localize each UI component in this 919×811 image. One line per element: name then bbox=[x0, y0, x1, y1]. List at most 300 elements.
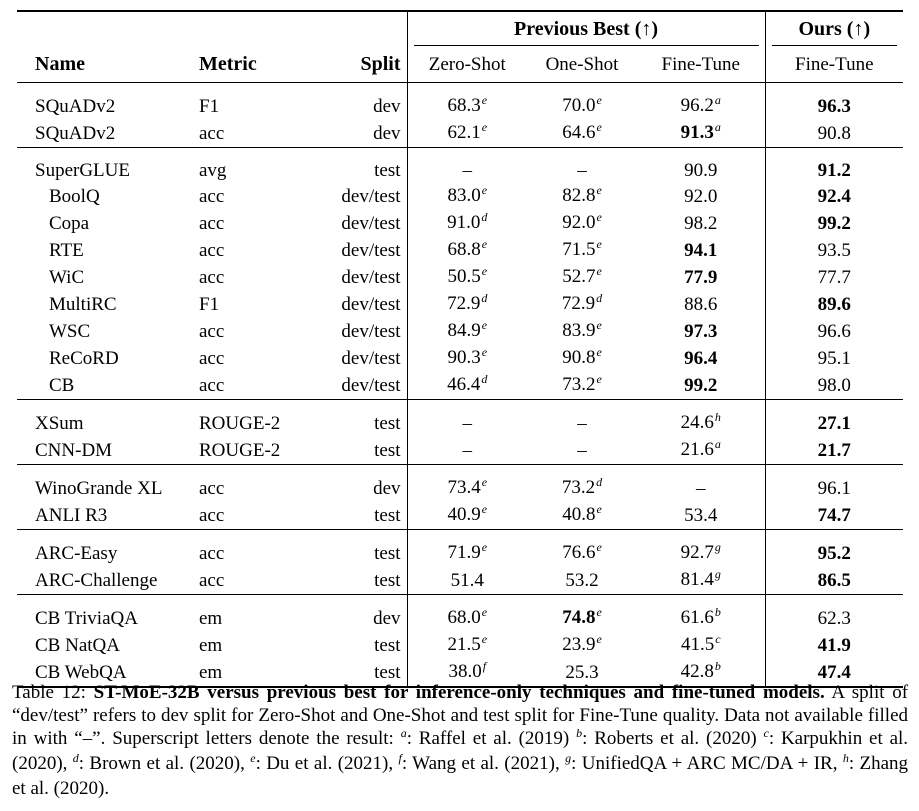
cell-zero-shot-value: – bbox=[462, 160, 472, 181]
cell-metric-value: em bbox=[199, 635, 223, 656]
cell-zero-shot-value: 38.0 bbox=[448, 661, 482, 682]
cell-ours bbox=[765, 502, 903, 530]
cell-fine-tune-citation: c bbox=[715, 632, 721, 646]
cell-fine-tune bbox=[637, 502, 765, 530]
reference-key: g bbox=[565, 751, 572, 765]
cell-one-shot bbox=[527, 148, 637, 184]
previous-best-header: Previous Best (↑) bbox=[407, 11, 765, 46]
cell-fine-tune-citation: a bbox=[714, 120, 721, 134]
cell-zero-shot-citation: e bbox=[481, 264, 488, 278]
results-table bbox=[17, 10, 903, 688]
cell-split bbox=[321, 400, 407, 438]
cell-name bbox=[17, 83, 199, 121]
cell-split-value: test bbox=[374, 505, 401, 526]
cell-zero-shot-value: 21.5 bbox=[447, 634, 481, 655]
split-column-header: Split bbox=[360, 52, 401, 75]
reference-key: e bbox=[250, 751, 256, 765]
cell-ours-value: 90.8 bbox=[817, 123, 851, 144]
cell-split bbox=[321, 210, 407, 237]
cell-split-value: dev/test bbox=[341, 375, 401, 396]
cell-name-value: CB NatQA bbox=[35, 635, 120, 656]
cell-metric bbox=[199, 372, 321, 400]
cell-one-shot-citation: e bbox=[596, 237, 602, 251]
ours-header: Ours (↑) bbox=[765, 11, 903, 46]
metric-column-header: Metric bbox=[199, 52, 257, 75]
cell-name bbox=[17, 502, 199, 530]
cell-one-shot-citation: e bbox=[596, 264, 602, 278]
cell-split-value: test bbox=[374, 570, 401, 591]
reference-text: : Brown et al. (2020), bbox=[78, 753, 245, 774]
cell-one-shot bbox=[527, 345, 637, 372]
cell-name-value: RTE bbox=[49, 240, 84, 261]
cell-fine-tune bbox=[637, 437, 765, 465]
cell-metric bbox=[199, 237, 321, 264]
cell-fine-tune-value: 61.6 bbox=[680, 607, 714, 628]
cell-metric bbox=[199, 595, 321, 633]
cell-ours-value: 47.4 bbox=[817, 662, 851, 683]
cell-split bbox=[321, 530, 407, 568]
cell-name-value: ReCoRD bbox=[49, 348, 119, 369]
table-row bbox=[17, 210, 903, 237]
cell-name bbox=[17, 465, 199, 503]
cell-one-shot-value: – bbox=[577, 160, 587, 181]
cell-one-shot bbox=[527, 318, 637, 345]
cell-zero-shot-value: 72.9 bbox=[447, 293, 481, 314]
cell-fine-tune-citation: g bbox=[714, 567, 721, 581]
cell-fine-tune-citation: b bbox=[714, 659, 721, 673]
cell-fine-tune bbox=[637, 83, 765, 121]
cell-one-shot-value: 72.9 bbox=[561, 293, 596, 314]
cell-one-shot-value: 74.8 bbox=[562, 607, 596, 628]
cell-metric-value: acc bbox=[199, 505, 225, 526]
header-row-columns bbox=[17, 46, 903, 83]
table-row bbox=[17, 437, 903, 465]
cell-ours-value: 62.3 bbox=[817, 608, 851, 629]
cell-one-shot-value: 52.7 bbox=[562, 266, 596, 287]
cell-one-shot-value: 76.6 bbox=[562, 542, 596, 563]
table-row bbox=[17, 148, 903, 184]
cell-fine-tune bbox=[637, 318, 765, 345]
cell-one-shot-citation: e bbox=[596, 345, 602, 359]
cell-zero-shot-citation: e bbox=[481, 605, 488, 619]
cell-split bbox=[321, 264, 407, 291]
cell-zero-shot bbox=[407, 632, 527, 659]
cell-split bbox=[321, 291, 407, 318]
cell-split bbox=[321, 437, 407, 465]
cell-ours-value: 96.3 bbox=[817, 96, 851, 117]
cell-name-value: MultiRC bbox=[49, 294, 117, 315]
cell-one-shot bbox=[527, 120, 637, 148]
cell-ours bbox=[765, 530, 903, 568]
cell-ours-value: 91.2 bbox=[817, 160, 851, 181]
cell-zero-shot bbox=[407, 318, 527, 345]
header-row-groups bbox=[17, 11, 903, 46]
cell-fine-tune-value: 92.0 bbox=[684, 186, 718, 207]
cell-ours bbox=[765, 465, 903, 503]
cell-one-shot-value: 73.2 bbox=[562, 374, 596, 395]
cell-zero-shot bbox=[407, 567, 527, 595]
cell-ours bbox=[765, 183, 903, 210]
caption-label: Table 12: bbox=[12, 682, 86, 703]
cell-fine-tune bbox=[637, 530, 765, 568]
cell-name bbox=[17, 632, 199, 659]
table-row bbox=[17, 183, 903, 210]
table-row bbox=[17, 567, 903, 595]
cell-one-shot bbox=[527, 530, 637, 568]
cell-one-shot bbox=[527, 372, 637, 400]
cell-metric-value: acc bbox=[199, 543, 225, 564]
cell-split-value: dev/test bbox=[341, 267, 401, 288]
reference-text: : UnifiedQA + ARC MC/DA + IR, bbox=[571, 753, 838, 774]
table-row bbox=[17, 400, 903, 438]
cell-fine-tune-value: – bbox=[696, 478, 706, 499]
cell-zero-shot-citation: e bbox=[481, 475, 488, 489]
cell-metric-value: acc bbox=[199, 123, 225, 144]
reference-text: : Raffel et al. (2019) bbox=[406, 728, 570, 749]
caption-sentence-2: Data not available filled in with “–”. bbox=[12, 705, 909, 749]
cell-one-shot bbox=[527, 237, 637, 264]
cell-fine-tune-value: 77.9 bbox=[684, 267, 718, 288]
cell-name bbox=[17, 148, 199, 184]
cell-fine-tune-value: 96.4 bbox=[684, 348, 718, 369]
cell-one-shot-value: – bbox=[577, 440, 587, 461]
cell-fine-tune bbox=[637, 120, 765, 148]
cell-split-value: dev bbox=[373, 123, 401, 144]
cell-one-shot bbox=[527, 465, 637, 503]
cell-metric-value: acc bbox=[199, 186, 225, 207]
cell-fine-tune-value: 99.2 bbox=[684, 375, 718, 396]
cell-fine-tune bbox=[637, 183, 765, 210]
cell-fine-tune-value: 24.6 bbox=[680, 412, 714, 433]
cell-metric bbox=[199, 148, 321, 184]
cell-split-value: dev bbox=[373, 608, 401, 629]
reference-key: h bbox=[842, 751, 849, 765]
cell-one-shot bbox=[527, 83, 637, 121]
cell-metric bbox=[199, 120, 321, 148]
cell-ours bbox=[765, 345, 903, 372]
cell-zero-shot-citation: e bbox=[481, 237, 488, 251]
cell-split-value: test bbox=[374, 662, 401, 683]
cell-ours-value: 92.4 bbox=[817, 186, 851, 207]
cell-one-shot bbox=[527, 291, 637, 318]
cell-ours bbox=[765, 595, 903, 633]
cell-metric-value: ROUGE-2 bbox=[199, 413, 281, 434]
cell-zero-shot-value: 46.4 bbox=[447, 374, 481, 395]
cell-split-value: test bbox=[374, 635, 401, 656]
cell-zero-shot-citation: e bbox=[481, 120, 488, 134]
cell-ours bbox=[765, 264, 903, 291]
cell-ours bbox=[765, 210, 903, 237]
cell-zero-shot bbox=[407, 530, 527, 568]
cell-one-shot-value: – bbox=[577, 413, 587, 434]
ours-fine-tune-column-header: Fine-Tune bbox=[765, 46, 903, 83]
cell-zero-shot bbox=[407, 400, 527, 438]
cell-one-shot-citation: d bbox=[596, 291, 603, 305]
cell-zero-shot bbox=[407, 372, 527, 400]
table-row bbox=[17, 345, 903, 372]
cell-fine-tune-citation: b bbox=[714, 605, 721, 619]
cell-one-shot-value: 23.9 bbox=[562, 634, 596, 655]
cell-name-value: ARC-Easy bbox=[35, 543, 118, 564]
cell-zero-shot-value: 62.1 bbox=[447, 122, 481, 143]
fine-tune-column-header: Fine-Tune bbox=[661, 53, 740, 75]
caption-title: ST-MoE-32B versus previous best for inference-only techniques and fine-tuned models. bbox=[93, 682, 825, 703]
cell-split-value: dev bbox=[373, 478, 401, 499]
cell-name bbox=[17, 183, 199, 210]
cell-one-shot-value: 40.8 bbox=[562, 504, 596, 525]
cell-one-shot-value: 83.9 bbox=[562, 320, 596, 341]
cell-fine-tune-value: 96.2 bbox=[680, 95, 714, 116]
cell-fine-tune bbox=[637, 595, 765, 633]
cell-zero-shot bbox=[407, 264, 527, 291]
cell-fine-tune bbox=[637, 567, 765, 595]
cell-name bbox=[17, 372, 199, 400]
cell-one-shot-value: 92.0 bbox=[562, 212, 596, 233]
name-column-header: Name bbox=[35, 52, 85, 75]
cell-zero-shot-citation: f bbox=[482, 659, 487, 673]
cell-fine-tune-value: 53.4 bbox=[684, 505, 718, 526]
cell-zero-shot-value: 50.5 bbox=[447, 266, 481, 287]
cell-split-value: dev/test bbox=[341, 240, 401, 261]
cell-split bbox=[321, 83, 407, 121]
cell-split-value: test bbox=[374, 413, 401, 434]
results-table-container bbox=[17, 10, 903, 688]
cell-split-value: dev/test bbox=[341, 186, 401, 207]
table-body bbox=[17, 83, 903, 688]
cell-fine-tune-value: 41.5 bbox=[680, 634, 715, 655]
cell-ours-value: 93.5 bbox=[817, 240, 851, 261]
cell-fine-tune-value: 98.2 bbox=[684, 213, 718, 234]
cell-split bbox=[321, 183, 407, 210]
cell-split-value: dev/test bbox=[341, 321, 401, 342]
cell-ours bbox=[765, 372, 903, 400]
cell-split bbox=[321, 318, 407, 345]
cell-zero-shot bbox=[407, 291, 527, 318]
cell-one-shot bbox=[527, 400, 637, 438]
cell-metric bbox=[199, 502, 321, 530]
cell-name bbox=[17, 567, 199, 595]
cell-metric bbox=[199, 530, 321, 568]
cell-name-value: CB bbox=[49, 375, 75, 396]
cell-fine-tune-value: 21.6 bbox=[680, 439, 714, 460]
cell-metric bbox=[199, 400, 321, 438]
reference-text: : Wang et al. (2021), bbox=[401, 753, 560, 774]
cell-zero-shot-citation: e bbox=[481, 632, 488, 646]
cell-ours bbox=[765, 437, 903, 465]
cell-ours bbox=[765, 237, 903, 264]
cell-split bbox=[321, 237, 407, 264]
reference-key: c bbox=[763, 726, 769, 740]
cell-zero-shot bbox=[407, 83, 527, 121]
cell-ours bbox=[765, 318, 903, 345]
cell-zero-shot-value: 71.9 bbox=[447, 542, 481, 563]
cell-zero-shot-citation: e bbox=[481, 318, 488, 332]
cell-metric-value: em bbox=[199, 608, 223, 629]
cell-zero-shot-citation: e bbox=[481, 93, 488, 107]
cell-zero-shot-value: – bbox=[462, 413, 472, 434]
cell-ours bbox=[765, 148, 903, 184]
cell-ours-value: 77.7 bbox=[817, 267, 851, 288]
cell-name bbox=[17, 345, 199, 372]
cell-metric bbox=[199, 291, 321, 318]
cell-zero-shot-citation: d bbox=[481, 210, 488, 224]
cell-one-shot bbox=[527, 502, 637, 530]
cell-fine-tune-value: 90.9 bbox=[684, 160, 718, 181]
cell-metric-value: acc bbox=[199, 240, 225, 261]
cell-name-value: WiC bbox=[49, 267, 85, 288]
cell-metric-value: acc bbox=[199, 570, 225, 591]
cell-fine-tune-citation: a bbox=[714, 437, 721, 451]
cell-ours-value: 99.2 bbox=[817, 213, 851, 234]
cell-zero-shot bbox=[407, 183, 527, 210]
cell-name-value: WSC bbox=[49, 321, 91, 342]
cell-metric-value: acc bbox=[199, 213, 225, 234]
table-row bbox=[17, 237, 903, 264]
cell-fine-tune-value: 94.1 bbox=[684, 240, 718, 261]
reference-text: : Du et al. (2021), bbox=[255, 753, 394, 774]
cell-name bbox=[17, 264, 199, 291]
cell-one-shot-citation: e bbox=[596, 120, 602, 134]
cell-ours-value: 95.2 bbox=[817, 543, 851, 564]
cell-name bbox=[17, 210, 199, 237]
cell-ours bbox=[765, 632, 903, 659]
cell-ours-value: 21.7 bbox=[817, 440, 851, 461]
cell-ours-value: 41.9 bbox=[817, 635, 851, 656]
cell-one-shot-value: 64.6 bbox=[562, 122, 596, 143]
cell-ours-value: 89.6 bbox=[817, 294, 851, 315]
reference-key: d bbox=[72, 751, 79, 765]
cell-zero-shot bbox=[407, 465, 527, 503]
cell-one-shot-value: 73.2 bbox=[561, 477, 596, 498]
cell-name-value: CB WebQA bbox=[35, 662, 127, 683]
table-row bbox=[17, 530, 903, 568]
cell-zero-shot-value: 90.3 bbox=[447, 347, 481, 368]
cell-ours bbox=[765, 291, 903, 318]
cell-split-value: dev/test bbox=[341, 213, 401, 234]
cell-metric-value: acc bbox=[199, 267, 225, 288]
cell-one-shot bbox=[527, 437, 637, 465]
cell-one-shot-value: 82.8 bbox=[562, 185, 596, 206]
table-row bbox=[17, 465, 903, 503]
table-row bbox=[17, 120, 903, 148]
cell-name-value: SQuADv2 bbox=[35, 96, 116, 117]
cell-fine-tune bbox=[637, 372, 765, 400]
cell-fine-tune bbox=[637, 345, 765, 372]
cell-fine-tune-value: 92.7 bbox=[680, 542, 714, 563]
cell-metric bbox=[199, 632, 321, 659]
cell-split-value: dev/test bbox=[341, 348, 401, 369]
table-row bbox=[17, 632, 903, 659]
cell-split bbox=[321, 465, 407, 503]
cell-one-shot-citation: d bbox=[596, 475, 603, 489]
cell-split bbox=[321, 372, 407, 400]
cell-metric-value: acc bbox=[199, 348, 225, 369]
cell-zero-shot bbox=[407, 595, 527, 633]
cell-one-shot-value: 90.8 bbox=[562, 347, 596, 368]
cell-zero-shot-value: 84.9 bbox=[447, 320, 481, 341]
cell-ours-value: 98.0 bbox=[817, 375, 851, 396]
table-row bbox=[17, 318, 903, 345]
cell-zero-shot bbox=[407, 148, 527, 184]
cell-ours-value: 95.1 bbox=[817, 348, 851, 369]
reference-text: : Zhang et al. (2020). bbox=[12, 753, 909, 799]
cell-fine-tune bbox=[637, 148, 765, 184]
cell-one-shot-citation: e bbox=[596, 210, 602, 224]
table-row bbox=[17, 264, 903, 291]
reference-text: : Roberts et al. (2020) bbox=[582, 728, 757, 749]
cell-name-value: ANLI R3 bbox=[35, 505, 108, 526]
cell-split bbox=[321, 345, 407, 372]
cell-fine-tune bbox=[637, 237, 765, 264]
cell-fine-tune bbox=[637, 400, 765, 438]
cell-name-value: WinoGrande XL bbox=[35, 478, 163, 499]
cell-metric-value: acc bbox=[199, 321, 225, 342]
cell-split bbox=[321, 120, 407, 148]
cell-name-value: Copa bbox=[49, 213, 90, 234]
cell-fine-tune-value: 42.8 bbox=[680, 661, 714, 682]
cell-one-shot bbox=[527, 567, 637, 595]
table-row bbox=[17, 291, 903, 318]
cell-one-shot-citation: e bbox=[596, 502, 602, 516]
cell-metric bbox=[199, 465, 321, 503]
cell-metric-value: acc bbox=[199, 478, 225, 499]
cell-name-value: XSum bbox=[35, 413, 84, 434]
cell-one-shot bbox=[527, 264, 637, 291]
cell-fine-tune bbox=[637, 210, 765, 237]
cell-metric bbox=[199, 264, 321, 291]
cell-one-shot-value: 71.5 bbox=[562, 239, 596, 260]
cell-name-value: CNN-DM bbox=[35, 440, 113, 461]
cell-zero-shot-value: 68.0 bbox=[447, 607, 481, 628]
cell-ours-value: 86.5 bbox=[817, 570, 851, 591]
reference-key: b bbox=[576, 726, 583, 740]
cell-zero-shot-value: 73.4 bbox=[447, 477, 481, 498]
cell-zero-shot bbox=[407, 502, 527, 530]
cell-one-shot-value: 53.2 bbox=[565, 570, 599, 591]
zero-shot-column-header: Zero-Shot bbox=[407, 46, 527, 83]
cell-one-shot bbox=[527, 183, 637, 210]
cell-split bbox=[321, 502, 407, 530]
cell-split-value: test bbox=[374, 160, 401, 181]
cell-metric-value: em bbox=[199, 662, 223, 683]
cell-one-shot-value: 25.3 bbox=[565, 662, 599, 683]
cell-metric bbox=[199, 318, 321, 345]
cell-name bbox=[17, 120, 199, 148]
reference-key: a bbox=[400, 726, 407, 740]
cell-fine-tune bbox=[637, 632, 765, 659]
cell-one-shot-citation: e bbox=[596, 93, 602, 107]
cell-name bbox=[17, 291, 199, 318]
cell-split bbox=[321, 632, 407, 659]
cell-metric bbox=[199, 567, 321, 595]
cell-split bbox=[321, 148, 407, 184]
cell-zero-shot bbox=[407, 437, 527, 465]
cell-zero-shot-citation: e bbox=[481, 540, 488, 554]
cell-metric-value: F1 bbox=[199, 294, 220, 315]
cell-metric-value: F1 bbox=[199, 96, 220, 117]
cell-name bbox=[17, 437, 199, 465]
cell-zero-shot-value: 40.9 bbox=[447, 504, 481, 525]
table-row bbox=[17, 595, 903, 633]
cell-fine-tune-value: 81.4 bbox=[680, 569, 714, 590]
cell-fine-tune bbox=[637, 465, 765, 503]
cell-one-shot-citation: e bbox=[596, 632, 602, 646]
cell-fine-tune bbox=[637, 291, 765, 318]
cell-split bbox=[321, 567, 407, 595]
cell-one-shot bbox=[527, 210, 637, 237]
cell-ours-value: 27.1 bbox=[817, 413, 851, 434]
cell-zero-shot-value: 91.0 bbox=[447, 212, 481, 233]
